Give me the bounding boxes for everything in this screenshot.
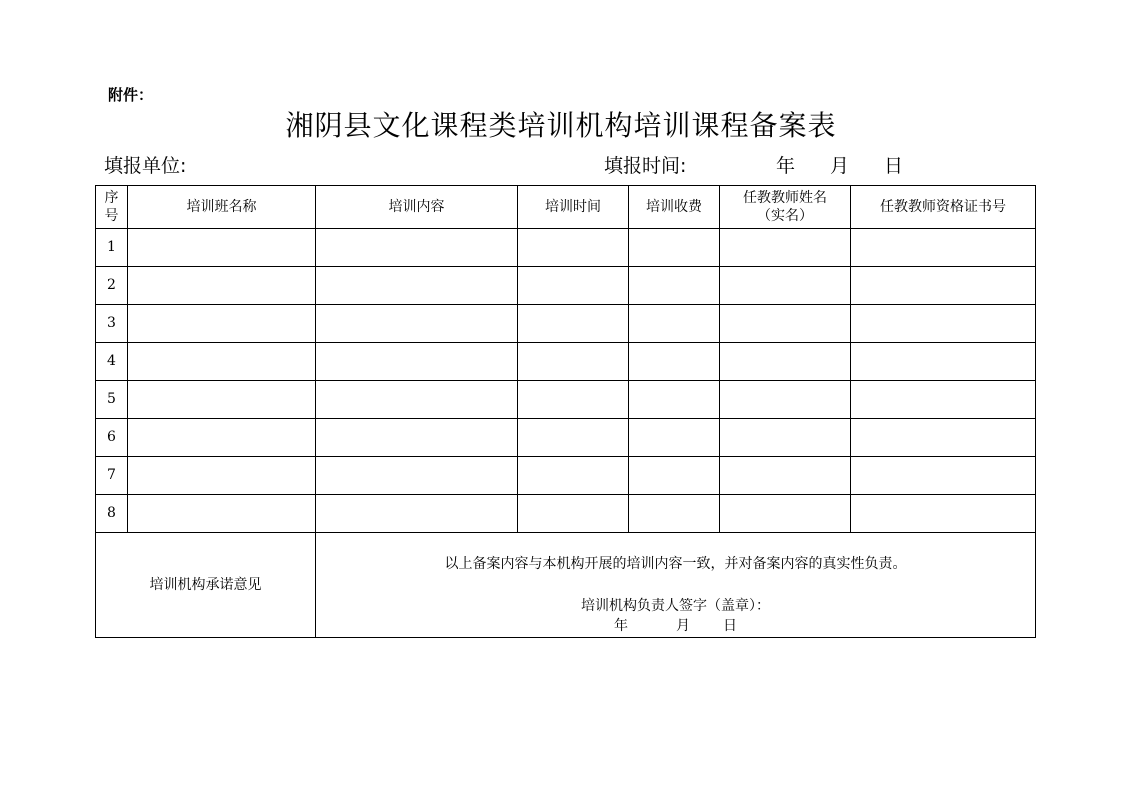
table-row	[96, 495, 1036, 533]
cell-certificate[interactable]	[851, 343, 1036, 381]
cell-teacher[interactable]	[720, 419, 851, 457]
fill-date-year: 年	[776, 155, 796, 177]
signature-date-day: 日	[723, 618, 737, 634]
cell-teacher[interactable]	[720, 495, 851, 533]
cell-time[interactable]	[518, 381, 629, 419]
table-row	[96, 267, 1036, 305]
cell-time[interactable]	[518, 457, 629, 495]
cell-time[interactable]	[518, 267, 629, 305]
cell-certificate[interactable]	[851, 229, 1036, 267]
cell-class-name[interactable]	[128, 495, 316, 533]
header-teacher-line1: 任教教师姓名	[743, 189, 827, 206]
cell-class-name[interactable]	[128, 381, 316, 419]
cell-teacher[interactable]	[720, 267, 851, 305]
promise-label: 培训机构承诺意见	[96, 533, 316, 638]
fill-unit-label: 填报单位:	[104, 155, 187, 177]
promise-cell	[316, 533, 1036, 638]
cell-content[interactable]	[316, 381, 518, 419]
cell-class-name[interactable]	[128, 457, 316, 495]
cell-class-name[interactable]	[128, 305, 316, 343]
cell-content[interactable]	[316, 343, 518, 381]
header-certificate: 任教教师资格证书号	[851, 186, 1036, 229]
table-header-row	[96, 186, 1036, 229]
cell-teacher[interactable]	[720, 305, 851, 343]
table-row	[96, 229, 1036, 267]
cell-fee[interactable]	[629, 267, 720, 305]
table-row	[96, 305, 1036, 343]
fill-date-day: 日	[884, 155, 904, 177]
attachment-label: 附件：	[108, 86, 154, 104]
cell-fee[interactable]	[629, 381, 720, 419]
cell-certificate[interactable]	[851, 381, 1036, 419]
row-number: 7	[96, 457, 128, 495]
table-row	[96, 419, 1036, 457]
row-number: 2	[96, 267, 128, 305]
header-teacher	[720, 186, 851, 229]
row-number: 4	[96, 343, 128, 381]
cell-certificate[interactable]	[851, 267, 1036, 305]
cell-class-name[interactable]	[128, 419, 316, 457]
cell-fee[interactable]	[629, 457, 720, 495]
cell-time[interactable]	[518, 495, 629, 533]
cell-teacher[interactable]	[720, 381, 851, 419]
record-table	[95, 185, 1036, 638]
row-number: 6	[96, 419, 128, 457]
promise-text: 以上备案内容与本机构开展的培训内容一致，并对备案内容的真实性负责。	[444, 556, 907, 572]
cell-teacher[interactable]	[720, 343, 851, 381]
cell-fee[interactable]	[629, 495, 720, 533]
row-number: 5	[96, 381, 128, 419]
header-seq	[96, 186, 128, 229]
cell-time[interactable]	[518, 343, 629, 381]
table-row	[96, 381, 1036, 419]
cell-certificate[interactable]	[851, 457, 1036, 495]
header-class-name: 培训班名称	[128, 186, 316, 229]
fill-time-label: 填报时间:	[604, 155, 687, 177]
promise-row	[96, 533, 1036, 638]
cell-content[interactable]	[316, 419, 518, 457]
cell-certificate[interactable]	[851, 495, 1036, 533]
header-seq-line1: 序	[104, 189, 119, 206]
cell-content[interactable]	[316, 495, 518, 533]
signature-date-month: 月	[676, 618, 690, 634]
cell-teacher[interactable]	[720, 229, 851, 267]
cell-content[interactable]	[316, 457, 518, 495]
header-seq-line2: 号	[104, 208, 119, 224]
cell-class-name[interactable]	[128, 343, 316, 381]
page-title: 湘阴县文化课程类培训机构培训课程备案表	[285, 109, 837, 142]
cell-fee[interactable]	[629, 343, 720, 381]
header-time: 培训时间	[518, 186, 629, 229]
table-row	[96, 457, 1036, 495]
cell-certificate[interactable]	[851, 419, 1036, 457]
row-number: 1	[96, 229, 128, 267]
cell-time[interactable]	[518, 305, 629, 343]
cell-time[interactable]	[518, 229, 629, 267]
cell-teacher[interactable]	[720, 457, 851, 495]
cell-content[interactable]	[316, 305, 518, 343]
cell-class-name[interactable]	[128, 229, 316, 267]
header-fee: 培训收费	[629, 186, 720, 229]
cell-fee[interactable]	[629, 419, 720, 457]
header-teacher-line2: （实名）	[757, 208, 813, 224]
cell-time[interactable]	[518, 419, 629, 457]
cell-fee[interactable]	[629, 305, 720, 343]
cell-certificate[interactable]	[851, 305, 1036, 343]
row-number: 8	[96, 495, 128, 533]
signature-date-year: 年	[614, 618, 628, 634]
row-number: 3	[96, 305, 128, 343]
cell-class-name[interactable]	[128, 267, 316, 305]
signature-label: 培训机构负责人签字（盖章）：	[581, 598, 770, 614]
table-row	[96, 343, 1036, 381]
header-content: 培训内容	[316, 186, 518, 229]
cell-fee[interactable]	[629, 229, 720, 267]
cell-content[interactable]	[316, 229, 518, 267]
fill-date-month: 月	[830, 155, 850, 177]
cell-content[interactable]	[316, 267, 518, 305]
